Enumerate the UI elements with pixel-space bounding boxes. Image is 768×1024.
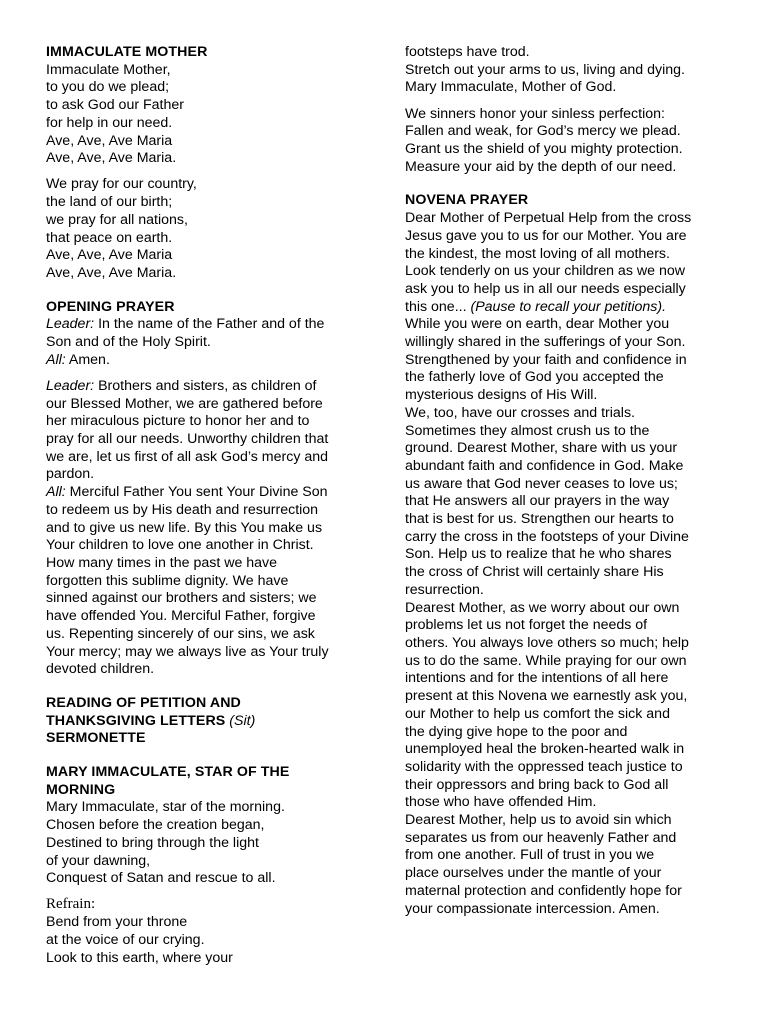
- verse-line: at the voice of our crying.: [46, 931, 205, 948]
- leader-text: In the name of the Father and of the: [94, 316, 325, 333]
- prayer-line: ground. Dearest Mother, share with us your: [405, 440, 678, 457]
- star-heading: MORNING: [46, 781, 116, 798]
- all-text: How many times in the past we have: [46, 554, 278, 571]
- verse-line: Mary Immaculate, Mother of God.: [405, 79, 617, 96]
- leader-label: Leader:: [46, 316, 95, 333]
- prayer-line: present at this Novena we earnestly ask you,: [405, 688, 688, 705]
- all-label: All:: [46, 351, 66, 368]
- verse-line: Destined to bring through the light: [46, 834, 259, 851]
- verse-line: Stretch out your arms to us, living and dying.: [405, 61, 685, 78]
- prayer-line: ask you to help us in all our needs especially: [405, 280, 686, 297]
- verse-line: Grant us the shield of you mighty protection.: [405, 141, 683, 158]
- prayer-line: the kindest, the most loving of all mothers.: [405, 245, 670, 262]
- prayer-line: Look tenderly on us your children as we now: [405, 263, 685, 280]
- verse-line: Mary Immaculate, star of the morning.: [46, 799, 285, 816]
- pause-note: (Pause to recall your petitions).: [470, 298, 667, 315]
- star-heading: MARY IMMACULATE, STAR OF THE: [46, 764, 290, 781]
- prayer-line: the dying give hope to the poor and: [405, 723, 628, 740]
- prayer-line: intentions and for the intentions of all here: [405, 670, 669, 687]
- prayer-line: unemployed heal the broken-hearted walk in: [405, 741, 685, 758]
- verse-line: Fallen and weak, for God’s mercy we plead.: [405, 123, 681, 140]
- verse-line: to ask God our Father: [46, 97, 185, 114]
- prayer-line: abundant faith and confidence in God. Make: [405, 457, 684, 474]
- prayer-line: that is best for us. Strengthen our hearts to: [405, 511, 674, 528]
- leader-2: [46, 378, 376, 679]
- prayer-line: We, too, have our crosses and trials.: [405, 404, 635, 421]
- star-section: [46, 764, 376, 888]
- leader-text: Son and of the Holy Spirit.: [46, 334, 211, 351]
- prayer-line: Sometimes they almost crush us to the: [405, 422, 650, 439]
- prayer-line: Dearest Mother, as we worry about our own: [405, 599, 680, 616]
- prayer-line: others. You always love others so much; help: [405, 635, 689, 651]
- prayer-line: solidarity with the oppressed teach justice to: [405, 758, 683, 775]
- all-label: All:: [46, 484, 66, 501]
- all-text: to redeem us by His death and resurrection: [46, 501, 319, 518]
- prayer-line: this one...: [405, 298, 471, 315]
- verse-line: Look to this earth, where your: [46, 949, 233, 966]
- prayer-line: place ourselves under the mantle of your: [405, 865, 662, 882]
- all-text: Your children to love one another in Christ.: [46, 537, 314, 554]
- leader-1: [46, 316, 376, 369]
- prayer-line: those who have offended Him.: [405, 794, 597, 811]
- verse-line: that peace on earth.: [46, 229, 173, 246]
- leader-text: Brothers and sisters, as children of: [94, 377, 317, 394]
- all-text: Your mercy; may we always live as Your truly: [46, 643, 329, 660]
- verse-line: We sinners honor your sinless perfection:: [405, 105, 665, 122]
- reading-heading: READING OF PETITION AND: [46, 694, 241, 711]
- verse-line: we pray for all nations,: [46, 211, 188, 228]
- prayer-line: from one another. Full of trust in you we: [405, 847, 655, 864]
- prayer-line: separates us from our heavenly Father and: [405, 829, 677, 846]
- prayer-line: While you were on earth, dear Mother you: [405, 316, 670, 333]
- prayer-line: willingly shared in the sufferings of your Son.: [405, 334, 686, 351]
- prayer-line: the fatherly love of God you accepted the: [405, 369, 664, 386]
- all-text: us. Repenting sincerely of our sins, we ask: [46, 625, 315, 642]
- leader-text: our Blessed Mother, we are gathered before: [46, 395, 323, 412]
- prayer-line: Son. Help us to realize that he who shares: [405, 546, 672, 563]
- prayer-line: us aware that God never ceases to love us;: [405, 475, 678, 492]
- immaculate-verse-2: [46, 176, 376, 282]
- prayer-line: carry the cross in the footsteps of your Divine: [405, 528, 689, 545]
- all-text: Merciful Father You sent Your Divine Son: [65, 484, 328, 501]
- refrain-label: Refrain:: [46, 896, 96, 913]
- right-column: [405, 44, 739, 918]
- prayer-line: our Mother to help us comfort the sick and: [405, 705, 670, 722]
- verse-line: Immaculate Mother,: [46, 61, 171, 78]
- star-verse-2: [405, 106, 739, 177]
- prayer-line: their oppressors and bring back to God all: [405, 776, 669, 793]
- immaculate-verse-1: [46, 62, 376, 168]
- prayer-line: Dear Mother of Perpetual Help from the cross: [405, 210, 692, 227]
- verse-line: for help in our need.: [46, 114, 173, 131]
- all-text: devoted children.: [46, 661, 155, 678]
- all-text: forgotten this sublime dignity. We have: [46, 572, 289, 589]
- verse-line: Chosen before the creation began,: [46, 817, 265, 834]
- verse-line: Ave, Ave, Ave Maria.: [46, 264, 177, 281]
- prayer-line: Jesus gave you to us for our Mother. You are: [405, 227, 687, 244]
- sit-note: (Sit): [225, 712, 256, 729]
- verse-line: Bend from your throne: [46, 914, 188, 931]
- verse-line: Conquest of Satan and rescue to all.: [46, 870, 276, 887]
- prayer-line: us to do the same. While praying for our own: [405, 652, 687, 669]
- all-text: and to give us new life. By this You make us: [46, 519, 323, 536]
- verse-line: We pray for our country,: [46, 176, 197, 193]
- leader-text: pardon.: [46, 466, 95, 483]
- verse-line: to you do we plead;: [46, 79, 170, 96]
- prayer-line: your compassionate intercession. Amen.: [405, 900, 660, 917]
- prayer-line: Dearest Mother, help us to avoid sin which: [405, 812, 672, 829]
- reading-heading: THANKSGIVING LETTERS: [46, 712, 226, 729]
- novena-prayer-heading: NOVENA PRAYER: [405, 192, 529, 209]
- star-continued: [405, 44, 739, 97]
- verse-line: of your dawning,: [46, 852, 151, 869]
- immaculate-mother-heading: IMMACULATE MOTHER: [46, 44, 208, 60]
- verse-line: Ave, Ave, Ave Maria: [46, 247, 173, 264]
- reading-section: [46, 695, 376, 748]
- verse-line: Ave, Ave, Ave Maria: [46, 132, 173, 149]
- leader-text: we are, let us first of all ask God’s mercy and: [46, 448, 329, 465]
- sermonette-heading: SERMONETTE: [46, 730, 146, 747]
- verse-line: footsteps have trod.: [405, 44, 530, 60]
- verse-line: Measure your aid by the depth of our need.: [405, 158, 677, 175]
- prayer-line: mysterious designs of His Will.: [405, 387, 598, 404]
- all-text: have offended You. Merciful Father, forgive: [46, 608, 316, 625]
- prayer-line: that He answers all our prayers in the way: [405, 493, 670, 510]
- prayer-line: problems let us not forget the needs of: [405, 617, 648, 634]
- leader-text: pray for all our needs. Unworthy children that: [46, 431, 329, 448]
- verse-line: Ave, Ave, Ave Maria.: [46, 150, 177, 167]
- leader-label: Leader:: [46, 377, 95, 394]
- opening-prayer-heading: OPENING PRAYER: [46, 298, 175, 315]
- prayer-line: maternal protection and confidently hope for: [405, 882, 682, 899]
- verse-line: the land of our birth;: [46, 194, 173, 211]
- novena-prayer-text: [405, 210, 739, 918]
- left-column: [46, 44, 376, 967]
- refrain: [46, 896, 376, 967]
- prayer-line: the cross of Christ will certainly share His: [405, 564, 664, 581]
- leader-text: her miraculous picture to honor her and to: [46, 413, 310, 430]
- all-text: Amen.: [65, 351, 110, 368]
- prayer-line: resurrection.: [405, 581, 484, 598]
- prayer-line: Strengthened by your faith and confidence in: [405, 351, 687, 368]
- all-text: sinned against our brothers and sisters; we: [46, 590, 317, 607]
